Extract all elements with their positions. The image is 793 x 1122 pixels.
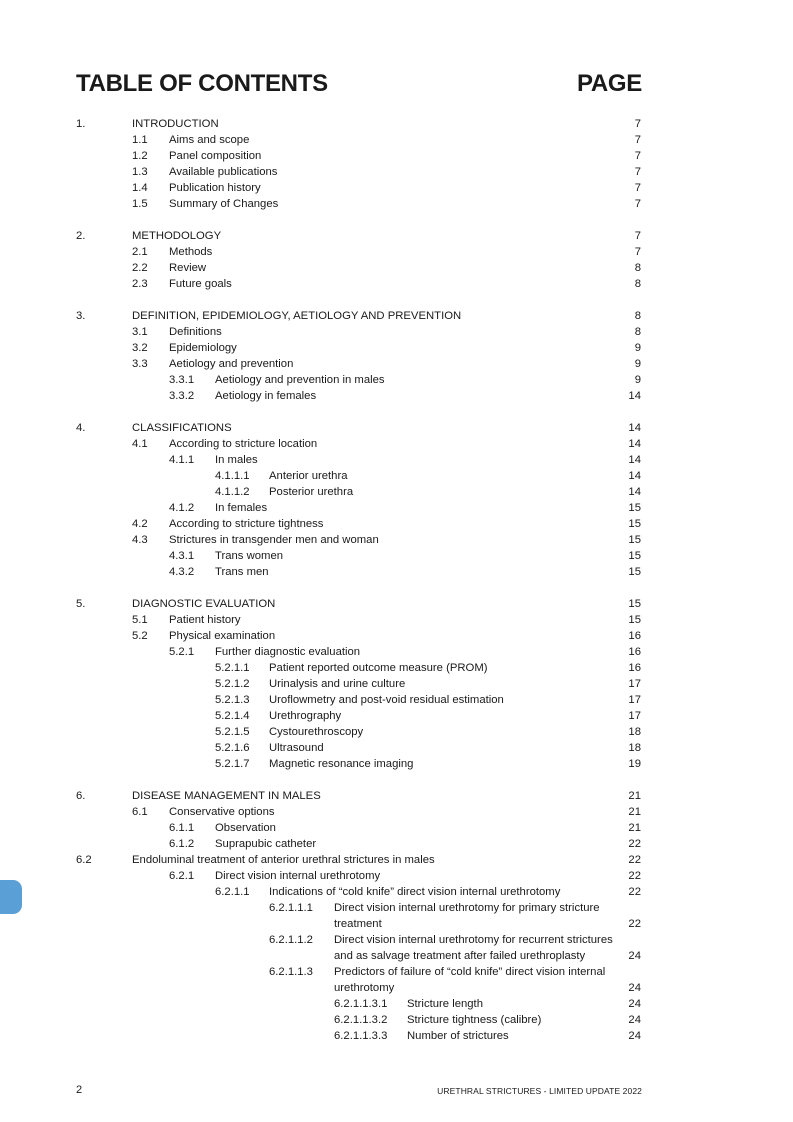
toc-entry[interactable]	[0, 308, 793, 324]
toc-entry-title: INTRODUCTION	[132, 118, 219, 130]
toc-entry-title: Patient reported outcome measure (PROM)	[269, 662, 488, 674]
toc-entry[interactable]	[0, 132, 793, 148]
toc-entry-page: 9	[634, 342, 641, 354]
toc-entry-title: Patient history	[169, 614, 241, 626]
toc-entry-page: 17	[628, 678, 641, 690]
toc-entry-title: Direct vision internal urethrotomy for primary stricture treatment	[334, 902, 600, 930]
toc-entry-page: 17	[628, 710, 641, 722]
toc-spacer	[0, 404, 793, 420]
toc-entry-number: 1.3	[132, 166, 148, 178]
toc-entry[interactable]	[0, 468, 793, 484]
toc-entry-number: 6.2.1.1.3.2	[334, 1014, 388, 1026]
toc-spacer	[0, 292, 793, 308]
toc-entry[interactable]	[0, 516, 793, 532]
toc-entry-number: 4.2	[132, 518, 148, 530]
toc-entry-title: Epidemiology	[169, 342, 237, 354]
toc-entry-number: 4.1.1	[169, 454, 195, 466]
toc-entry-page: 15	[628, 502, 641, 514]
toc-entry[interactable]	[0, 692, 793, 708]
toc-entry-number: 2.	[76, 230, 86, 242]
toc-entry-number: 4.	[76, 422, 86, 434]
toc-entry-page: 24	[628, 1030, 641, 1042]
toc-entry-title: DEFINITION, EPIDEMIOLOGY, AETIOLOGY AND PREVENTION	[132, 310, 462, 322]
toc-entry[interactable]	[0, 436, 793, 452]
toc-entry-title: Observation	[215, 822, 276, 834]
toc-entry-title: Anterior urethra	[269, 470, 348, 482]
toc-entry-number: 1.5	[132, 198, 148, 210]
toc-entry[interactable]	[0, 596, 793, 612]
toc-entry-page: 15	[628, 518, 641, 530]
toc-entry-title: Direct vision internal urethrotomy for recurrent strictures and as salvage treatment after failed urethroplasty	[334, 934, 613, 962]
toc-entry-number: 3.3.1	[169, 374, 195, 386]
toc-entry[interactable]	[0, 1028, 793, 1044]
toc-entry-number: 4.1.1.2	[215, 486, 250, 498]
toc-entry-number: 4.3.1	[169, 550, 195, 562]
toc-entry-title: Available publications	[169, 166, 278, 178]
toc-entry-page: 18	[628, 742, 641, 754]
toc-entry-number: 6.1.2	[169, 838, 195, 850]
toc-entry[interactable]	[0, 372, 793, 388]
toc-entry[interactable]	[0, 276, 793, 292]
toc-entry[interactable]	[0, 852, 793, 868]
toc-entry-page: 22	[628, 886, 641, 898]
toc-entry[interactable]	[0, 196, 793, 212]
toc-entry-page: 14	[628, 422, 641, 434]
toc-entry-number: 5.1	[132, 614, 148, 626]
toc-entry-number: 2.1	[132, 246, 148, 258]
table-of-contents	[0, 116, 793, 1044]
toc-entry[interactable]	[0, 628, 793, 644]
toc-entry[interactable]	[0, 724, 793, 740]
toc-entry-page: 16	[628, 630, 641, 642]
toc-entry[interactable]	[0, 644, 793, 660]
toc-entry[interactable]	[0, 228, 793, 244]
toc-entry-number: 5.2.1.6	[215, 742, 250, 754]
toc-entry-page: 8	[634, 278, 641, 290]
toc-entry[interactable]	[0, 148, 793, 164]
toc-spacer	[0, 580, 793, 596]
toc-entry-number: 6.2.1.1.3.3	[334, 1030, 388, 1042]
toc-header	[76, 70, 642, 102]
toc-entry-title: CLASSIFICATIONS	[132, 422, 232, 434]
toc-entry[interactable]	[0, 788, 793, 804]
toc-entry-title: Urethrography	[269, 710, 342, 722]
toc-entry-number: 1.2	[132, 150, 148, 162]
toc-entry-title: Definitions	[169, 326, 222, 338]
toc-entry-number: 6.1	[132, 806, 148, 818]
section-tab-marker	[0, 880, 22, 914]
toc-entry-number: 3.	[76, 310, 86, 322]
toc-entry-page: 22	[628, 854, 641, 866]
toc-entry-page: 24	[628, 950, 641, 962]
toc-entry-page: 22	[628, 918, 641, 930]
toc-entry-title: Trans women	[215, 550, 284, 562]
toc-entry-number: 3.3.2	[169, 390, 195, 402]
toc-entry-title: Aetiology and prevention in males	[215, 374, 385, 386]
toc-entry-number: 3.1	[132, 326, 148, 338]
toc-entry-page: 24	[628, 998, 641, 1010]
toc-entry-number: 6.2	[76, 854, 92, 866]
toc-entry-title: METHODOLOGY	[132, 230, 222, 242]
toc-entry-number: 6.	[76, 790, 86, 802]
toc-entry-page: 14	[628, 470, 641, 482]
toc-entry-page: 22	[628, 838, 641, 850]
toc-entry[interactable]	[0, 964, 793, 996]
toc-spacer	[0, 772, 793, 788]
toc-entry[interactable]	[0, 756, 793, 772]
toc-entry-page: 22	[628, 870, 641, 882]
toc-entry[interactable]	[0, 324, 793, 340]
toc-entry-number: 5.2.1.3	[215, 694, 250, 706]
toc-entry-page: 7	[634, 182, 641, 194]
toc-entry-title: Stricture length	[407, 998, 483, 1010]
toc-entry-number: 6.2.1.1.3	[269, 966, 313, 978]
toc-entry-number: 5.2.1.4	[215, 710, 250, 722]
toc-entry-number: 1.4	[132, 182, 148, 194]
toc-entry-title: Magnetic resonance imaging	[269, 758, 414, 770]
toc-entry-title: According to stricture tightness	[169, 518, 324, 530]
toc-entry-title: In males	[215, 454, 258, 466]
toc-entry[interactable]	[0, 660, 793, 676]
toc-entry-number: 3.2	[132, 342, 148, 354]
toc-entry[interactable]	[0, 1012, 793, 1028]
toc-entry[interactable]	[0, 340, 793, 356]
toc-entry-page: 9	[634, 358, 641, 370]
toc-entry-title: Direct vision internal urethrotomy	[215, 870, 381, 882]
toc-entry-page: 15	[628, 534, 641, 546]
toc-entry-title: Number of strictures	[407, 1030, 509, 1042]
toc-entry-number: 5.2.1.2	[215, 678, 250, 690]
toc-entry-title: Summary of Changes	[169, 198, 279, 210]
toc-entry[interactable]	[0, 244, 793, 260]
toc-entry[interactable]	[0, 452, 793, 468]
toc-entry-page: 8	[634, 326, 641, 338]
toc-entry-title: Indications of “cold knife” direct vision internal urethrotomy	[269, 886, 561, 898]
toc-entry-title: Predictors of failure of “cold knife” direct vision internal urethrotomy	[334, 966, 606, 994]
toc-entry-number: 6.2.1.1.1	[269, 902, 313, 914]
toc-entry-number: 4.3.2	[169, 566, 195, 578]
toc-entry-page: 21	[628, 822, 641, 834]
toc-entry-page: 7	[634, 230, 641, 242]
toc-entry-page: 14	[628, 390, 641, 402]
toc-entry[interactable]	[0, 532, 793, 548]
toc-entry-title: Aetiology and prevention	[169, 358, 294, 370]
page-column-label: PAGE	[576, 70, 642, 97]
toc-spacer	[0, 212, 793, 228]
toc-entry[interactable]	[0, 676, 793, 692]
toc-entry-title: In females	[215, 502, 268, 514]
toc-entry-title: According to stricture location	[169, 438, 318, 450]
toc-entry[interactable]	[0, 884, 793, 900]
toc-entry-page: 9	[634, 374, 641, 386]
toc-entry-number: 5.2	[132, 630, 148, 642]
toc-entry-page: 16	[628, 662, 641, 674]
toc-entry-page: 21	[628, 790, 641, 802]
toc-entry-number: 2.2	[132, 262, 148, 274]
toc-entry-page: 14	[628, 486, 641, 498]
toc-entry[interactable]	[0, 708, 793, 724]
toc-entry-page: 15	[628, 566, 641, 578]
toc-entry-page: 7	[634, 150, 641, 162]
toc-entry-page: 8	[634, 262, 641, 274]
toc-entry[interactable]	[0, 388, 793, 404]
toc-entry-page: 8	[634, 310, 641, 322]
toc-entry[interactable]	[0, 804, 793, 820]
toc-entry-number: 5.2.1.1	[215, 662, 250, 674]
toc-entry[interactable]	[0, 740, 793, 756]
toc-entry-title: Urinalysis and urine culture	[269, 678, 406, 690]
toc-entry-number: 6.2.1	[169, 870, 195, 882]
toc-entry-number: 3.3	[132, 358, 148, 370]
toc-entry-title: Trans men	[215, 566, 269, 578]
toc-entry[interactable]	[0, 836, 793, 852]
toc-entry-title: Methods	[169, 246, 213, 258]
toc-entry-title: Panel composition	[169, 150, 262, 162]
toc-entry[interactable]	[0, 356, 793, 372]
toc-entry-page: 7	[634, 134, 641, 146]
toc-entry-page: 19	[628, 758, 641, 770]
toc-entry-page: 24	[628, 982, 641, 994]
footer-page-number: 2	[76, 1084, 83, 1096]
toc-entry-title: Review	[169, 262, 207, 274]
toc-entry-title: Ultrasound	[269, 742, 324, 754]
toc-entry-title: Strictures in transgender men and woman	[169, 534, 379, 546]
toc-entry[interactable]	[0, 260, 793, 276]
toc-entry[interactable]	[0, 900, 793, 932]
page-title: TABLE OF CONTENTS	[76, 70, 328, 97]
toc-entry[interactable]	[0, 932, 793, 964]
toc-entry[interactable]	[0, 820, 793, 836]
toc-entry-title: Suprapubic catheter	[215, 838, 317, 850]
toc-entry-page: 14	[628, 454, 641, 466]
toc-entry-page: 21	[628, 806, 641, 818]
toc-entry[interactable]	[0, 564, 793, 580]
toc-entry[interactable]	[0, 484, 793, 500]
toc-entry-number: 1.1	[132, 134, 148, 146]
toc-entry-page: 16	[628, 646, 641, 658]
toc-entry-title: Aetiology in females	[215, 390, 317, 402]
toc-entry-title: Aims and scope	[169, 134, 250, 146]
toc-entry-number: 4.3	[132, 534, 148, 546]
toc-entry-page: 7	[634, 118, 641, 130]
toc-entry[interactable]	[0, 180, 793, 196]
toc-entry-number: 6.1.1	[169, 822, 195, 834]
toc-entry-number: 5.	[76, 598, 86, 610]
toc-entry-page: 7	[634, 166, 641, 178]
toc-entry-title: Uroflowmetry and post-void residual estimation	[269, 694, 504, 706]
toc-entry-number: 5.2.1.7	[215, 758, 250, 770]
toc-entry-page: 15	[628, 550, 641, 562]
toc-entry-page: 15	[628, 614, 641, 626]
toc-entry-title: Physical examination	[169, 630, 276, 642]
toc-entry-page: 24	[628, 1014, 641, 1026]
footer-document-title: URETHRAL STRICTURES - LIMITED UPDATE 2022	[437, 1086, 642, 1096]
toc-entry[interactable]	[0, 420, 793, 436]
toc-entry[interactable]	[0, 868, 793, 884]
toc-entry-page: 7	[634, 246, 641, 258]
toc-entry-number: 6.2.1.1.2	[269, 934, 313, 946]
toc-entry-page: 14	[628, 438, 641, 450]
toc-entry[interactable]	[0, 116, 793, 132]
page-footer	[76, 1084, 642, 1100]
toc-entry-title: Posterior urethra	[269, 486, 354, 498]
toc-entry-number: 4.1.1.1	[215, 470, 250, 482]
toc-entry-number: 5.2.1	[169, 646, 195, 658]
toc-entry-number: 2.3	[132, 278, 148, 290]
toc-entry-title: Stricture tightness (calibre)	[407, 1014, 542, 1026]
toc-entry-title: Further diagnostic evaluation	[215, 646, 361, 658]
toc-entry-page: 17	[628, 694, 641, 706]
toc-entry-number: 1.	[76, 118, 86, 130]
toc-entry-number: 5.2.1.5	[215, 726, 250, 738]
toc-entry-number: 4.1	[132, 438, 148, 450]
toc-entry-title: Future goals	[169, 278, 232, 290]
toc-entry-page: 18	[628, 726, 641, 738]
toc-entry-number: 6.2.1.1	[215, 886, 250, 898]
toc-entry[interactable]	[0, 612, 793, 628]
toc-entry-number: 6.2.1.1.3.1	[334, 998, 388, 1010]
toc-entry-title: DIAGNOSTIC EVALUATION	[132, 598, 276, 610]
toc-entry-title: DISEASE MANAGEMENT IN MALES	[132, 790, 321, 802]
toc-entry-title: Endoluminal treatment of anterior urethral strictures in males	[132, 854, 435, 866]
toc-entry-title: Publication history	[169, 182, 261, 194]
toc-entry-page: 7	[634, 198, 641, 210]
toc-entry-title: Cystourethroscopy	[269, 726, 364, 738]
toc-entry[interactable]	[0, 500, 793, 516]
toc-entry-title: Conservative options	[169, 806, 275, 818]
toc-entry-number: 4.1.2	[169, 502, 195, 514]
toc-entry[interactable]	[0, 548, 793, 564]
toc-entry-page: 15	[628, 598, 641, 610]
toc-entry[interactable]	[0, 164, 793, 180]
toc-entry[interactable]	[0, 996, 793, 1012]
